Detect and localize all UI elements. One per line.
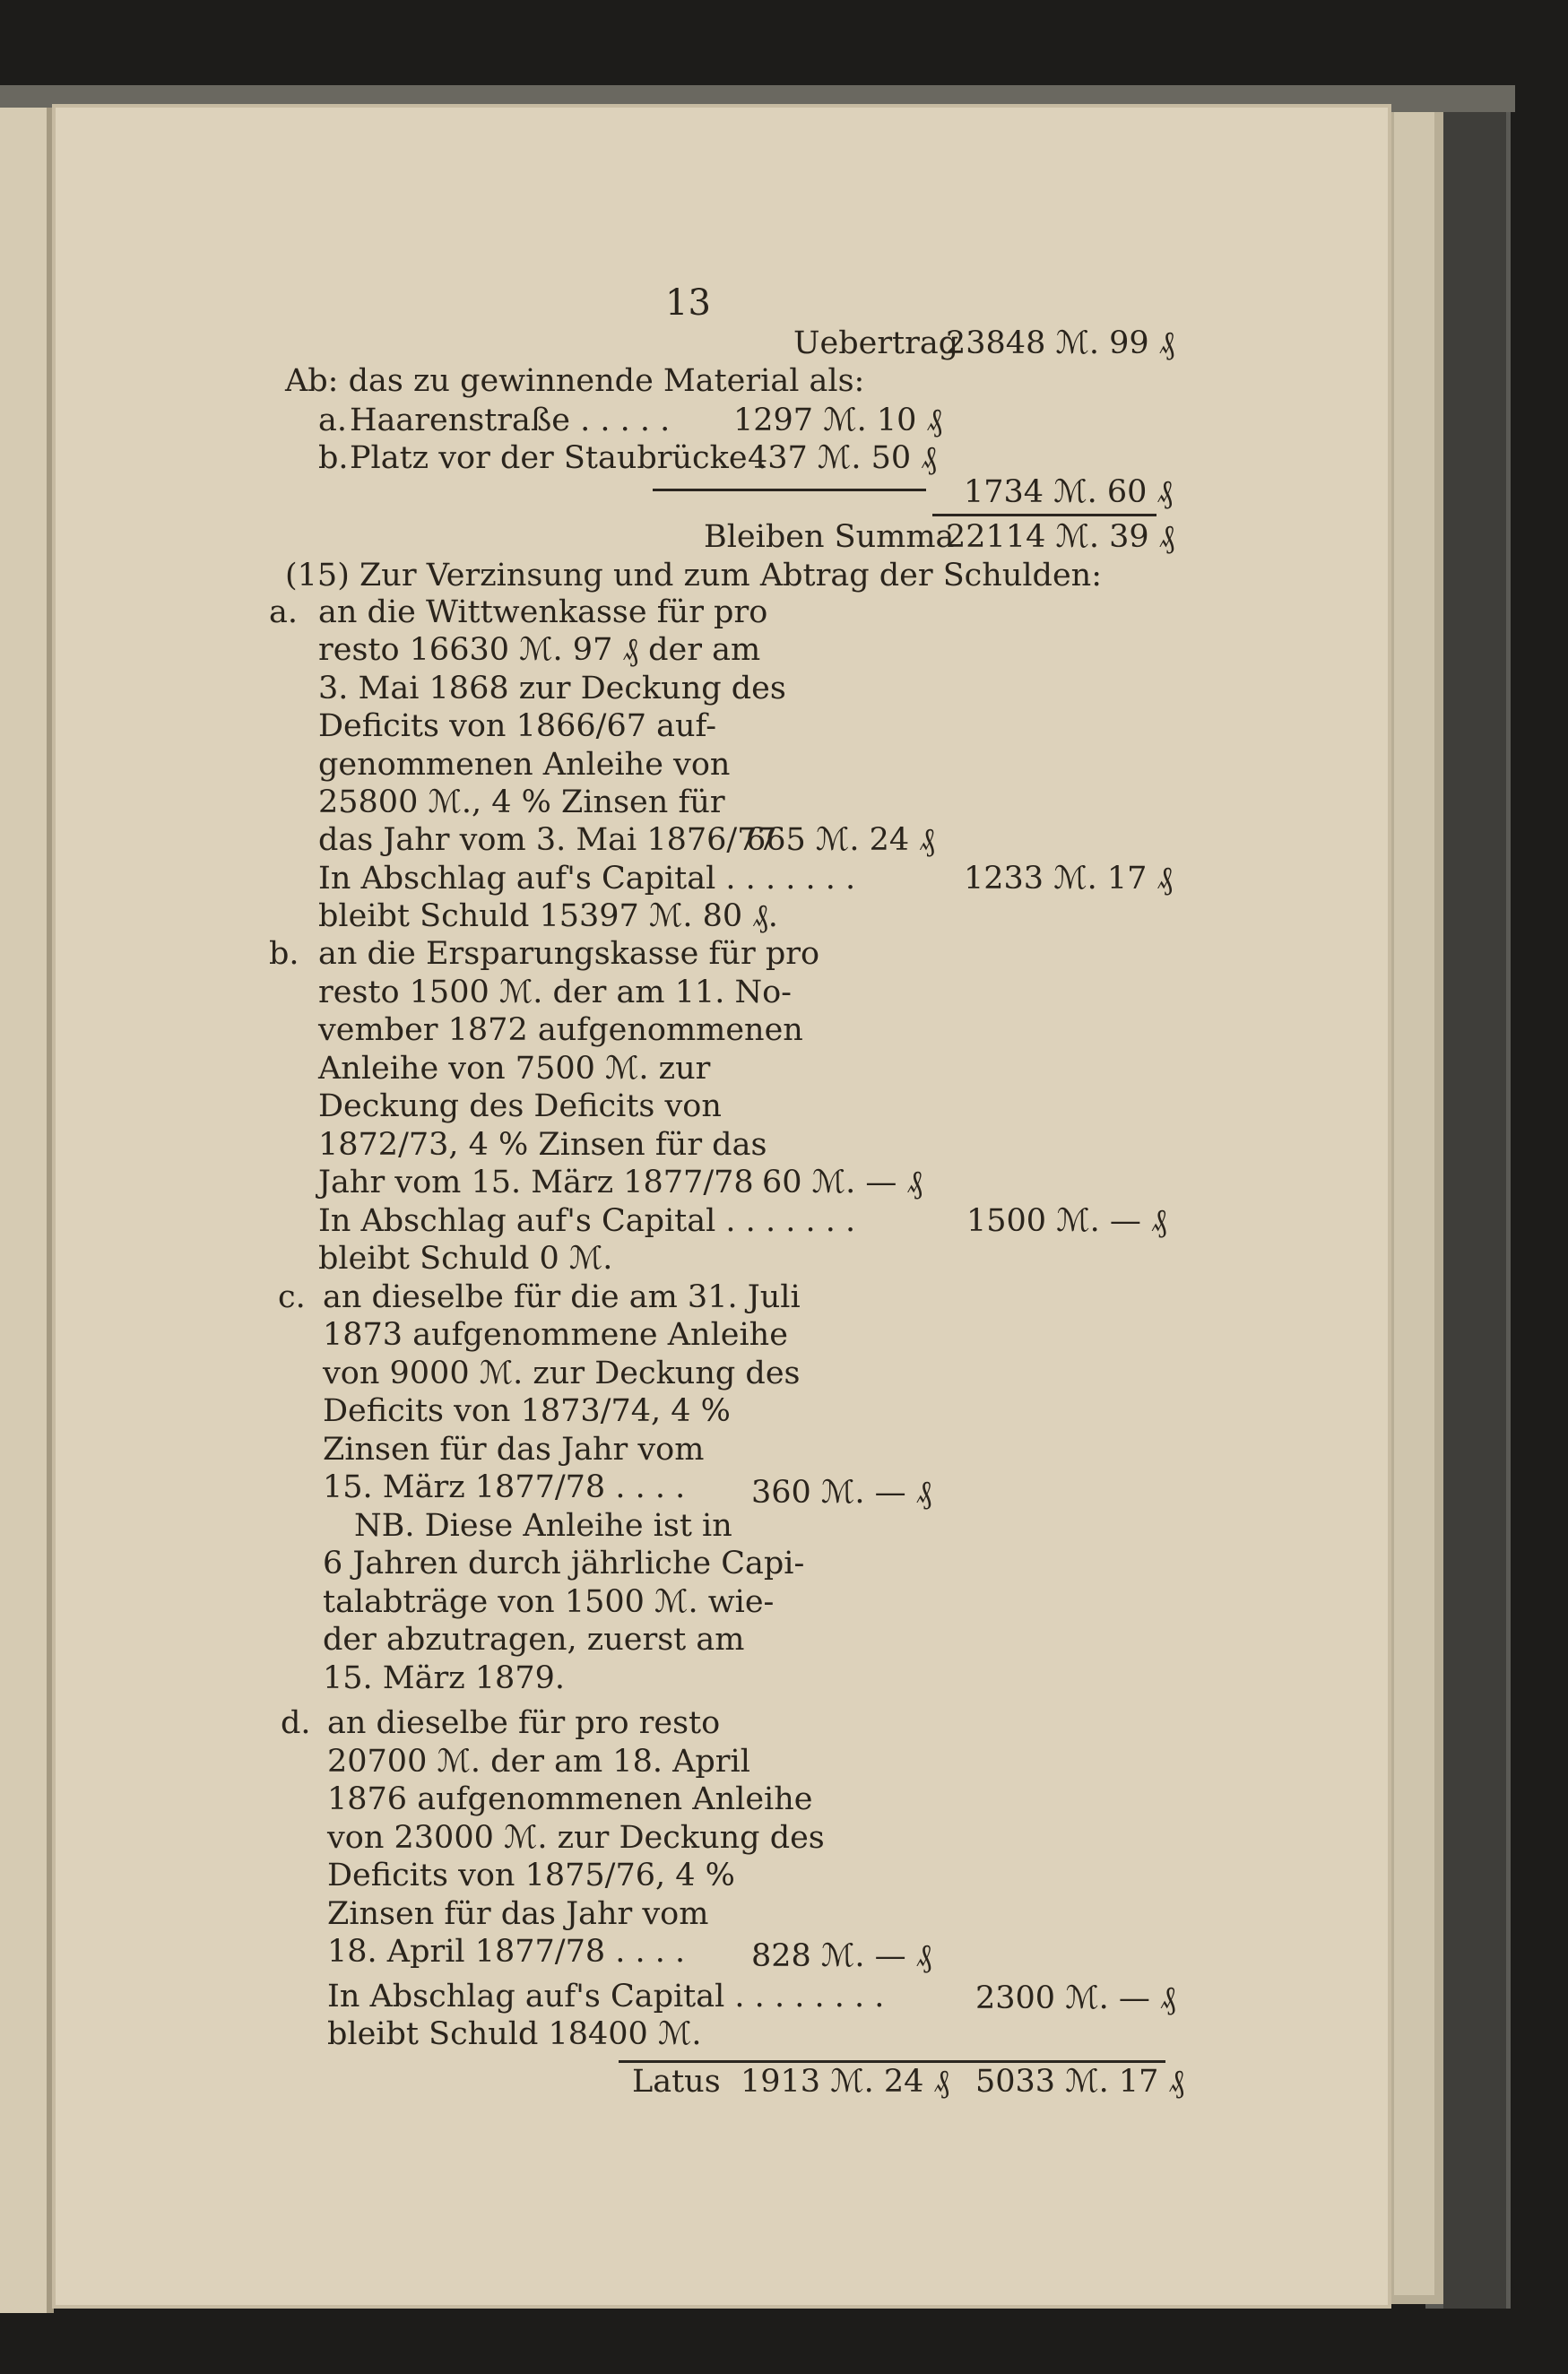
item-c-line-6: 15. März 1877/78 . . . .	[323, 1469, 686, 1505]
item-b-capital-amount: 1500 ℳ. — ₰	[966, 1203, 1167, 1239]
item-d-line-7: 18. April 1877/78 . . . .	[327, 1934, 686, 1970]
remain-label: Bleiben Summa	[704, 519, 955, 555]
deduct-rule-2	[932, 514, 1157, 516]
item-b-line-4: Anleihe von 7500 ℳ. zur	[318, 1051, 711, 1087]
item-b-capital-label: In Abschlag auf's Capital . . . . . . .	[318, 1203, 856, 1239]
deduct-heading: Ab: das zu gewinnende Material als:	[285, 363, 865, 399]
item-a-line-3: 3. Mai 1868 zur Deckung des	[318, 671, 786, 706]
item-b-line-2: resto 1500 ℳ. der am 11. No-	[318, 975, 793, 1010]
item-c-note-4: der abzutragen, zuerst am	[323, 1622, 745, 1658]
deduct-amount-a: 1297 ℳ. 10 ₰	[733, 403, 943, 438]
item-b-remaining: bleibt Schuld 0 ℳ.	[318, 1241, 613, 1277]
item-b-key: b.	[269, 936, 299, 972]
carry-label: Uebertrag	[793, 325, 959, 361]
item-a-line-7: das Jahr vom 3. Mai 1876/77	[318, 822, 777, 858]
deduct-total: 1734 ℳ. 60 ₰	[964, 474, 1174, 510]
item-d-line-6: Zinsen für das Jahr vom	[327, 1896, 709, 1932]
deduct-text-a: Haarenstraße . . . . .	[350, 403, 671, 438]
latus-label: Latus	[632, 2064, 721, 2100]
item-b-line-7: Jahr vom 15. März 1877/78	[318, 1165, 754, 1200]
deduct-key-a: a.	[318, 403, 347, 438]
item-a-line-5: genommenen Anleihe von	[318, 747, 731, 783]
item-c-line-4: Deficits von 1873/74, 4 %	[323, 1393, 731, 1429]
item-a-capital-label: In Abschlag auf's Capital . . . . . . .	[318, 861, 856, 897]
item-c-line-3: von 9000 ℳ. zur Deckung des	[323, 1356, 801, 1391]
item-d-interest: 828 ℳ. — ₰	[751, 1938, 932, 1974]
item-c-note-5: 15. März 1879.	[323, 1660, 565, 1696]
item-a-interest: 665 ℳ. 24 ₰	[746, 822, 935, 858]
item-b-line-3: vember 1872 aufgenommenen	[318, 1012, 803, 1048]
item-d-line-4: von 23000 ℳ. zur Deckung des	[327, 1820, 825, 1856]
item-d-remaining: bleibt Schuld 18400 ℳ.	[327, 2016, 702, 2052]
latus-capital-sum: 5033 ℳ. 17 ₰	[975, 2064, 1185, 2100]
item-d-capital-amount: 2300 ℳ. — ₰	[975, 1980, 1176, 2016]
item-d-capital-label: In Abschlag auf's Capital . . . . . . . .	[327, 1979, 885, 2014]
item-d-line-5: Deficits von 1875/76, 4 %	[327, 1858, 735, 1893]
item-c-key: c.	[278, 1279, 306, 1315]
item-a-capital-amount: 1233 ℳ. 17 ₰	[964, 861, 1174, 897]
item-c-line-1: an dieselbe für die am 31. Juli	[323, 1279, 801, 1315]
deduct-amount-b: 437 ℳ. 50 ₰	[748, 440, 937, 476]
deduct-text-b: Platz vor der Staubrücke .	[350, 440, 767, 476]
section-heading: (15) Zur Verzinsung und zum Abtrag der Schulden:	[285, 558, 1103, 594]
item-c-interest: 360 ℳ. — ₰	[751, 1475, 932, 1511]
item-d-line-2: 20700 ℳ. der am 18. April	[327, 1744, 750, 1780]
item-b-interest: 60 ℳ. — ₰	[762, 1165, 923, 1200]
deduct-rule	[653, 489, 926, 491]
latus-interest-sum: 1913 ℳ. 24 ₰	[741, 2064, 950, 2100]
deduct-key-b: b.	[318, 440, 349, 476]
item-d-line-1: an dieselbe für pro resto	[327, 1705, 721, 1741]
latus-rule	[619, 2060, 1165, 2063]
item-a-line-6: 25800 ℳ., 4 % Zinsen für	[318, 784, 725, 820]
item-a-key: a.	[269, 594, 298, 630]
item-a-line-2: resto 16630 ℳ. 97 ₰ der am	[318, 632, 761, 668]
item-c-line-2: 1873 aufgenommene Anleihe	[323, 1317, 788, 1353]
item-a-remaining: bleibt Schuld 15397 ℳ. 80 ₰.	[318, 898, 778, 934]
remain-amount: 22114 ℳ. 39 ₰	[946, 519, 1175, 555]
item-a-line-4: Deficits von 1866/67 auf-	[318, 708, 717, 744]
item-d-line-3: 1876 aufgenommenen Anleihe	[327, 1781, 813, 1817]
item-a-line-1: an die Wittwenkasse für pro	[318, 594, 768, 630]
item-b-line-6: 1872/73, 4 % Zinsen für das	[318, 1127, 767, 1163]
item-c-note-2: 6 Jahren durch jährliche Capi-	[323, 1546, 805, 1581]
item-b-line-5: Deckung des Deficits von	[318, 1088, 722, 1124]
item-c-note-3: talabträge von 1500 ℳ. wie-	[323, 1584, 775, 1620]
item-d-key: d.	[281, 1705, 311, 1741]
page-number: 13	[665, 282, 711, 324]
item-c-line-5: Zinsen für das Jahr vom	[323, 1432, 705, 1468]
carry-amount: 23848 ℳ. 99 ₰	[946, 325, 1175, 361]
item-c-note-1: NB. Diese Anleihe ist in	[354, 1508, 732, 1544]
item-b-line-1: an die Ersparungskasse für pro	[318, 936, 820, 972]
